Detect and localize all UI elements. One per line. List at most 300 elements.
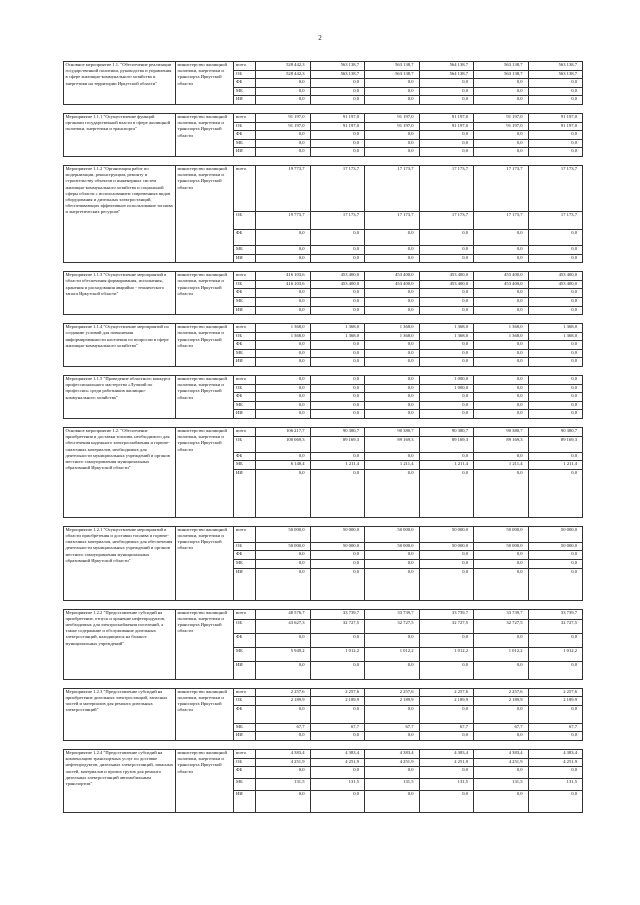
amount-cell: 0,0 [419,633,474,647]
amount-cell: 4 383,4 [310,749,365,758]
amount-cell: 453 400,0 [419,272,474,281]
budget-table [63,61,583,813]
amount-cell: 91 197,0 [310,122,365,131]
funding-source: ФБ [234,705,256,723]
amount-cell: 0,0 [528,148,583,157]
amount-cell: 0,0 [419,131,474,140]
amount-cell: 0,0 [256,551,311,560]
responsible-executor: министерство жилищной политики, энергетики и транспорта Иркутской области [176,324,234,367]
amount-cell: 0,0 [256,96,311,105]
amount-cell: 1 211,4 [474,461,529,470]
amount-cell: 0,0 [474,306,529,315]
amount-cell: 0,0 [310,229,365,245]
amount-cell: 4 383,4 [419,749,474,758]
amount-cell: 91 197,0 [419,113,474,122]
amount-cell: 0,0 [310,376,365,385]
amount-cell: 0,0 [365,376,420,385]
amount-cell: 416 103,6 [256,280,311,289]
amount-cell: 0,0 [474,289,529,298]
amount-cell: 0,0 [365,139,420,148]
amount-cell: 131,5 [256,779,311,791]
amount-cell: 2 189,9 [474,697,529,706]
amount-cell: 50 000,0 [528,526,583,542]
activity-description: Мероприятие 1.1.2 "Организация работ по модернизации, реконструкции, ремонту и строительству объектов и инженерных систем жилищно-коммунального хозяйства и социальной сферы области с использованием современных видов оборудования и дизельных электростанций, обеспечивающих эффективное использование топлива и энергетических ресурсов" [64,165,176,262]
block-separator [64,156,583,165]
amount-cell: 0,0 [310,661,365,679]
amount-cell: 0,0 [310,289,365,298]
amount-cell: 19 773,7 [256,165,311,211]
amount-cell: 563 138,7 [528,70,583,79]
funding-source: МБ [234,560,256,569]
amount-cell: 33 739,7 [419,609,474,619]
amount-cell: 48 576,7 [256,609,311,619]
funding-source: ОБ [234,758,256,767]
block-separator [64,315,583,324]
amount-cell: 0,0 [528,306,583,315]
block-separator [64,600,583,609]
amount-cell: 0,0 [419,341,474,350]
amount-cell: 0,0 [474,139,529,148]
funding-source: всего [234,272,256,281]
amount-cell: 0,0 [310,384,365,393]
amount-cell: 563 138,7 [474,70,529,79]
table-row [64,113,583,122]
amount-cell: 0,0 [528,401,583,410]
amount-cell: 0,0 [419,452,474,461]
amount-cell: 0,0 [365,297,420,306]
amount-cell: 67,7 [474,723,529,732]
funding-source: ИИ [234,661,256,679]
amount-cell: 0,0 [310,633,365,647]
amount-cell: 0,0 [528,96,583,105]
amount-cell: 0,0 [310,393,365,402]
amount-cell: 33 739,7 [474,609,529,619]
amount-cell: 91 197,0 [365,113,420,122]
amount-cell: 563 138,7 [528,62,583,71]
separator-cell [64,315,583,324]
amount-cell: 32 727,5 [365,619,420,633]
amount-cell: 0,0 [474,791,529,813]
activity-description: Мероприятие 1.1.4 "Осуществление мероприятий по созданию условий для повышения информированности населения по вопросам в сфере жилищно-коммунального хозяйства" [64,324,176,367]
amount-cell: 1 368,0 [528,324,583,333]
amount-cell: 89 169,3 [474,436,529,452]
amount-cell: 0,0 [310,148,365,157]
funding-source: ИИ [234,96,256,105]
funding-source: всего [234,526,256,542]
amount-cell: 4 383,4 [256,749,311,758]
amount-cell: 0,0 [256,139,311,148]
amount-cell: 4 251,9 [256,758,311,767]
amount-cell: 50 000,0 [310,542,365,551]
amount-cell: 0,0 [256,289,311,298]
separator-cell [64,600,583,609]
activity-description: Основное мероприятие 1.2. "Обеспечение приобретения и доставки топлива, необходимого для обеспечения надежного электроснабжения и горюче-смазочных материалов, необходимых для деятельности муниципальных учреждений и органов местного самоуправления муниципальных образований Иркутской области" [64,428,176,518]
amount-cell: 0,0 [528,245,583,254]
amount-cell: 90 380,7 [310,428,365,437]
funding-source: всего [234,609,256,619]
block-separator [64,104,583,113]
amount-cell: 1 368,0 [474,324,529,333]
amount-cell: 0,0 [528,376,583,385]
amount-cell: 0,0 [474,79,529,88]
amount-cell: 0,0 [419,358,474,367]
amount-cell: 0,0 [365,393,420,402]
funding-source: ОБ [234,384,256,393]
amount-cell: 17 173,7 [419,165,474,211]
amount-cell: 0,0 [256,568,311,600]
funding-source: ИИ [234,469,256,517]
responsible-executor: министерство жилищной политики, энергетики и транспорта Иркутской области [176,526,234,600]
amount-cell: 0,0 [256,87,311,96]
amount-cell: 2 189,9 [310,697,365,706]
funding-source: ИИ [234,148,256,157]
amount-cell: 4 251,9 [365,758,420,767]
amount-cell: 0,0 [474,705,529,723]
amount-cell: 0,0 [528,393,583,402]
amount-cell: 0,0 [474,767,529,779]
funding-source: ОБ [234,211,256,229]
amount-cell: 89 169,3 [419,436,474,452]
amount-cell: 0,0 [528,568,583,600]
amount-cell: 0,0 [528,791,583,813]
amount-cell: 17 173,7 [419,211,474,229]
funding-source: ФБ [234,289,256,298]
amount-cell: 564 138,7 [419,70,474,79]
amount-cell: 0,0 [310,306,365,315]
amount-cell: 0,0 [310,560,365,569]
amount-cell: 0,0 [419,410,474,419]
amount-cell: 67,7 [419,723,474,732]
activity-description: Мероприятие 1.2.2 "Предоставление субсидий на приобретение, отпуск и хранение нефтепродуктов, необходимых для электроснабжения поселений, а также содержание и обслуживание дизельных электростанций, находящихся на балансе муниципальных учреждений" [64,609,176,679]
amount-cell: 0,0 [256,767,311,779]
amount-cell: 1 368,0 [419,332,474,341]
amount-cell: 0,0 [419,148,474,157]
amount-cell: 0,0 [474,560,529,569]
amount-cell: 0,0 [256,306,311,315]
amount-cell: 0,0 [365,79,420,88]
amount-cell: 1 211,4 [419,461,474,470]
amount-cell: 33 739,7 [310,609,365,619]
amount-cell: 2 189,9 [365,697,420,706]
funding-source: ФБ [234,452,256,461]
amount-cell: 17 173,7 [310,211,365,229]
funding-source: ФБ [234,131,256,140]
amount-cell: 6 148,4 [256,461,311,470]
amount-cell: 17 173,7 [310,165,365,211]
amount-cell: 100 069,3 [256,436,311,452]
amount-cell: 0,0 [256,469,311,517]
amount-cell: 1 368,0 [528,332,583,341]
amount-cell: 0,0 [528,139,583,148]
amount-cell: 0,0 [310,732,365,741]
amount-cell: 0,0 [419,254,474,263]
funding-source: ОБ [234,542,256,551]
amount-cell: 32 727,5 [474,619,529,633]
funding-source: ИИ [234,358,256,367]
funding-source: ОБ [234,70,256,79]
amount-cell: 1 368,0 [365,332,420,341]
block-separator [64,740,583,749]
amount-cell: 67,7 [528,723,583,732]
amount-cell: 50 000,0 [365,542,420,551]
amount-cell: 0,0 [419,560,474,569]
amount-cell: 0,0 [256,229,311,245]
amount-cell: 0,0 [310,568,365,600]
amount-cell: 0,0 [310,254,365,263]
amount-cell: 43 627,3 [256,619,311,633]
amount-cell: 1 012,2 [419,647,474,661]
amount-cell: 0,0 [528,469,583,517]
funding-source: всего [234,165,256,211]
amount-cell: 0,0 [256,297,311,306]
amount-cell: 32 727,5 [310,619,365,633]
amount-cell: 1 211,4 [528,461,583,470]
amount-cell: 563 138,7 [310,62,365,71]
table-row [64,749,583,758]
amount-cell: 563 138,7 [474,62,529,71]
amount-cell: 0,0 [310,410,365,419]
amount-cell: 50 000,0 [474,542,529,551]
funding-source: ОБ [234,436,256,452]
amount-cell: 0,0 [310,767,365,779]
funding-source: всего [234,749,256,758]
activity-description: Мероприятие 1.2.3 "Предоставление субсидий на приобретение дизельных электростанций, запасных частей и материалов для ремонта дизельных электростанций" [64,688,176,740]
amount-cell: 33 739,7 [528,609,583,619]
amount-cell: 131,5 [310,779,365,791]
amount-cell: 4 383,4 [528,749,583,758]
amount-cell: 1 368,0 [310,332,365,341]
amount-cell: 564 138,7 [419,62,474,71]
amount-cell: 0,0 [528,349,583,358]
amount-cell: 0,0 [528,131,583,140]
amount-cell: 0,0 [474,568,529,600]
funding-source: ОБ [234,280,256,289]
amount-cell: 1 368,0 [419,324,474,333]
separator-cell [64,263,583,272]
amount-cell: 0,0 [474,96,529,105]
amount-cell: 91 197,0 [310,113,365,122]
amount-cell: 90 380,7 [474,428,529,437]
amount-cell: 17 173,7 [365,211,420,229]
amount-cell: 0,0 [365,229,420,245]
amount-cell: 17 173,7 [365,165,420,211]
funding-source: ОБ [234,697,256,706]
amount-cell: 0,0 [419,705,474,723]
amount-cell: 1 012,2 [474,647,529,661]
amount-cell: 0,0 [256,254,311,263]
amount-cell: 0,0 [365,254,420,263]
table-row [64,272,583,281]
amount-cell: 89 169,3 [365,436,420,452]
amount-cell: 563 138,7 [365,62,420,71]
separator-cell [64,367,583,376]
amount-cell: 0,0 [528,254,583,263]
amount-cell: 50 000,0 [365,526,420,542]
amount-cell: 0,0 [474,297,529,306]
funding-source: ФБ [234,229,256,245]
amount-cell: 0,0 [528,289,583,298]
amount-cell: 0,0 [474,358,529,367]
funding-source: ИИ [234,568,256,600]
amount-cell: 0,0 [256,452,311,461]
amount-cell: 453 400,0 [310,280,365,289]
funding-source: ФБ [234,767,256,779]
funding-source: ФБ [234,79,256,88]
responsible-executor: министерство жилищной политики, энергетики и транспорта Иркутской области [176,688,234,740]
amount-cell: 50 000,0 [310,526,365,542]
page-number: 2 [318,34,322,42]
amount-cell: 1 000,0 [419,384,474,393]
amount-cell: 2 257,6 [528,688,583,697]
amount-cell: 0,0 [474,732,529,741]
amount-cell: 0,0 [419,791,474,813]
amount-cell: 0,0 [365,245,420,254]
amount-cell: 0,0 [474,469,529,517]
amount-cell: 131,5 [419,779,474,791]
amount-cell: 0,0 [528,79,583,88]
amount-cell: 90 380,7 [419,428,474,437]
amount-cell: 17 173,7 [528,165,583,211]
responsible-executor: министерство жилищной политики, энергетики и транспорта Иркутской области [176,428,234,518]
amount-cell: 0,0 [365,384,420,393]
amount-cell: 2 257,6 [419,688,474,697]
amount-cell: 453 400,0 [365,280,420,289]
amount-cell: 563 138,7 [310,70,365,79]
amount-cell: 453 400,0 [528,280,583,289]
amount-cell: 0,0 [310,705,365,723]
amount-cell: 0,0 [256,393,311,402]
amount-cell: 0,0 [474,633,529,647]
funding-source: всего [234,376,256,385]
amount-cell: 2 257,6 [310,688,365,697]
amount-cell: 0,0 [419,349,474,358]
amount-cell: 0,0 [365,96,420,105]
amount-cell: 17 173,7 [528,211,583,229]
table-row [64,324,583,333]
amount-cell: 2 189,9 [419,697,474,706]
amount-cell: 91 197,0 [474,113,529,122]
block-separator [64,419,583,428]
amount-cell: 528 442,3 [256,62,311,71]
responsible-executor: министерство жилищной политики, энергетики и транспорта Иркутской области [176,609,234,679]
separator-cell [64,104,583,113]
amount-cell: 0,0 [474,148,529,157]
amount-cell: 1 368,0 [474,332,529,341]
amount-cell: 0,0 [256,705,311,723]
amount-cell: 563 138,7 [365,70,420,79]
amount-cell: 0,0 [419,393,474,402]
amount-cell: 91 197,0 [365,122,420,131]
funding-source: МБ [234,245,256,254]
funding-source: всего [234,62,256,71]
amount-cell: 0,0 [528,551,583,560]
amount-cell: 0,0 [528,341,583,350]
table-row [64,609,583,619]
funding-source: ФБ [234,341,256,350]
amount-cell: 0,0 [256,376,311,385]
funding-source: ИИ [234,306,256,315]
amount-cell: 0,0 [419,87,474,96]
amount-cell: 0,0 [365,401,420,410]
amount-cell: 2 189,9 [528,697,583,706]
amount-cell: 131,5 [528,779,583,791]
amount-cell: 453 400,0 [474,280,529,289]
amount-cell: 32 727,5 [419,619,474,633]
amount-cell: 0,0 [419,568,474,600]
separator-cell [64,517,583,526]
amount-cell: 0,0 [474,551,529,560]
amount-cell: 0,0 [365,87,420,96]
amount-cell: 0,0 [256,341,311,350]
amount-cell: 131,5 [474,779,529,791]
amount-cell: 0,0 [365,469,420,517]
amount-cell: 0,0 [365,341,420,350]
amount-cell: 0,0 [474,452,529,461]
amount-cell: 2 257,6 [256,688,311,697]
amount-cell: 0,0 [419,469,474,517]
block-separator [64,263,583,272]
amount-cell: 0,0 [310,551,365,560]
amount-cell: 0,0 [256,349,311,358]
amount-cell: 0,0 [474,341,529,350]
amount-cell: 0,0 [256,245,311,254]
amount-cell: 0,0 [365,732,420,741]
amount-cell: 453 400,0 [365,272,420,281]
amount-cell: 4 251,9 [528,758,583,767]
amount-cell: 0,0 [256,401,311,410]
amount-cell: 0,0 [256,661,311,679]
amount-cell: 0,0 [365,289,420,298]
amount-cell: 32 727,5 [528,619,583,633]
amount-cell: 0,0 [528,560,583,569]
amount-cell: 0,0 [256,384,311,393]
amount-cell: 1 211,4 [310,461,365,470]
amount-cell: 0,0 [528,358,583,367]
amount-cell: 453 400,0 [419,280,474,289]
funding-source: ФБ [234,393,256,402]
funding-source: ФБ [234,633,256,647]
table-row [64,62,583,71]
amount-cell: 0,0 [365,349,420,358]
amount-cell: 4 251,9 [474,758,529,767]
activity-description: Мероприятие 1.1.3 "Осуществление мероприятий в области обеспечения формирования, исполнения, хранения и расходования аварийно - технического запаса Иркутской области" [64,272,176,315]
amount-cell: 0,0 [528,452,583,461]
amount-cell: 0,0 [310,349,365,358]
separator-cell [64,156,583,165]
amount-cell: 2 257,6 [474,688,529,697]
funding-source: МБ [234,349,256,358]
amount-cell: 0,0 [365,306,420,315]
amount-cell: 0,0 [310,791,365,813]
amount-cell: 0,0 [419,297,474,306]
amount-cell: 0,0 [419,661,474,679]
amount-cell: 0,0 [310,452,365,461]
amount-cell: 0,0 [528,705,583,723]
funding-source: МБ [234,723,256,732]
separator-cell [64,679,583,688]
amount-cell: 0,0 [474,661,529,679]
amount-cell: 1 012,2 [528,647,583,661]
amount-cell: 0,0 [474,349,529,358]
amount-cell: 1 211,4 [365,461,420,470]
funding-source: МБ [234,87,256,96]
activity-description: Мероприятие 1.2.1 "Осуществление мероприятий в области приобретения и доставки топлива и горюче-смазочных материалов, необходимых для обеспечения деятельности муниципальных учреждений и органов местного самоуправления муниципальных образований Иркутской области" [64,526,176,600]
amount-cell: 4 383,4 [474,749,529,758]
amount-cell: 0,0 [419,79,474,88]
amount-cell: 0,0 [310,96,365,105]
amount-cell: 17 173,7 [474,165,529,211]
amount-cell: 91 197,0 [474,122,529,131]
